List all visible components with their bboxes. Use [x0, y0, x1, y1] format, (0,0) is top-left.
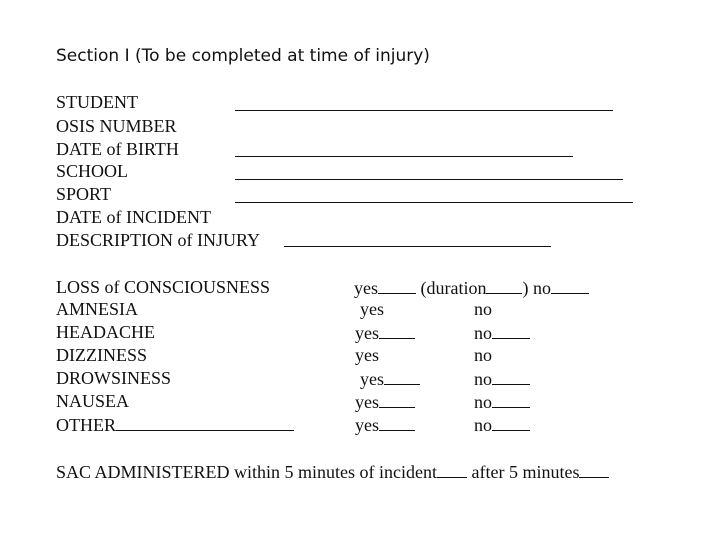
- nausea-yes: yes: [355, 392, 379, 412]
- loc-no: no: [532, 278, 551, 298]
- description-field[interactable]: [284, 246, 551, 247]
- drowsiness-yes-blank[interactable]: [384, 368, 420, 385]
- amnesia-yes[interactable]: yes: [360, 299, 384, 319]
- drowsiness-label: DROWSINESS: [56, 368, 172, 388]
- other-yes: yes: [355, 415, 379, 435]
- other-no: no: [474, 415, 492, 435]
- nausea-no-blank[interactable]: [492, 391, 530, 408]
- headache-label: HEADACHE: [56, 322, 155, 342]
- drowsiness-no: no: [474, 369, 492, 389]
- headache-no: no: [474, 323, 492, 343]
- other-no-blank[interactable]: [492, 414, 530, 431]
- loc-options: [354, 277, 589, 298]
- nausea-no: no: [474, 392, 492, 412]
- school-label: SCHOOL: [56, 161, 129, 181]
- other-label-group: [56, 414, 294, 435]
- dizziness-yes[interactable]: yes: [355, 345, 379, 365]
- incident-date-label: DATE of INCIDENT: [56, 207, 211, 227]
- headache-yes: yes: [355, 323, 379, 343]
- headache-no-group: [474, 322, 530, 343]
- sac-after-blank[interactable]: [579, 461, 609, 478]
- nausea-yes-group: [355, 391, 415, 412]
- headache-yes-group: [355, 322, 415, 343]
- loc-duration-blank[interactable]: [486, 277, 522, 294]
- student-field[interactable]: [235, 110, 613, 111]
- amnesia-label: AMNESIA: [56, 299, 139, 319]
- other-yes-blank[interactable]: [379, 414, 415, 431]
- loc-yes-blank[interactable]: [378, 277, 416, 294]
- loc-yes: yes: [354, 278, 378, 298]
- loc-no-blank[interactable]: [551, 277, 589, 294]
- drowsiness-no-blank[interactable]: [492, 368, 530, 385]
- nausea-yes-blank[interactable]: [379, 391, 415, 408]
- sac-text: SAC ADMINISTERED within 5 minutes of incident: [56, 462, 437, 482]
- nausea-label: NAUSEA: [56, 391, 130, 411]
- headache-no-blank[interactable]: [492, 322, 530, 339]
- osis-label: OSIS NUMBER: [56, 116, 177, 136]
- dob-field[interactable]: [235, 156, 573, 157]
- dob-label: DATE of BIRTH: [56, 139, 179, 159]
- drowsiness-yes-group: [360, 368, 420, 389]
- dizziness-no[interactable]: no: [474, 345, 492, 365]
- nausea-no-group: [474, 391, 530, 412]
- school-field[interactable]: [235, 179, 623, 180]
- loc-label: LOSS of CONSCIOUSNESS: [56, 277, 271, 297]
- other-no-group: [474, 414, 530, 435]
- other-label: OTHER: [56, 415, 116, 435]
- student-label: STUDENT: [56, 92, 138, 112]
- loc-duration-close: ): [522, 278, 529, 298]
- other-field[interactable]: [116, 414, 294, 431]
- drowsiness-no-group: [474, 368, 530, 389]
- sport-label: SPORT: [56, 184, 111, 204]
- headache-yes-blank[interactable]: [379, 322, 415, 339]
- section-heading: Section I (To be completed at time of injury): [56, 46, 430, 66]
- sac-within-blank[interactable]: [437, 461, 467, 478]
- dizziness-label: DIZZINESS: [56, 345, 147, 365]
- drowsiness-yes: yes: [360, 369, 384, 389]
- loc-duration: (duration: [420, 278, 487, 298]
- sac-after: after 5 minutes: [471, 462, 580, 482]
- sport-field[interactable]: [235, 202, 633, 203]
- other-yes-group: [355, 414, 415, 435]
- amnesia-no[interactable]: no: [474, 299, 492, 319]
- description-label: DESCRIPTION of INJURY: [56, 230, 261, 250]
- sac-line: [56, 461, 609, 482]
